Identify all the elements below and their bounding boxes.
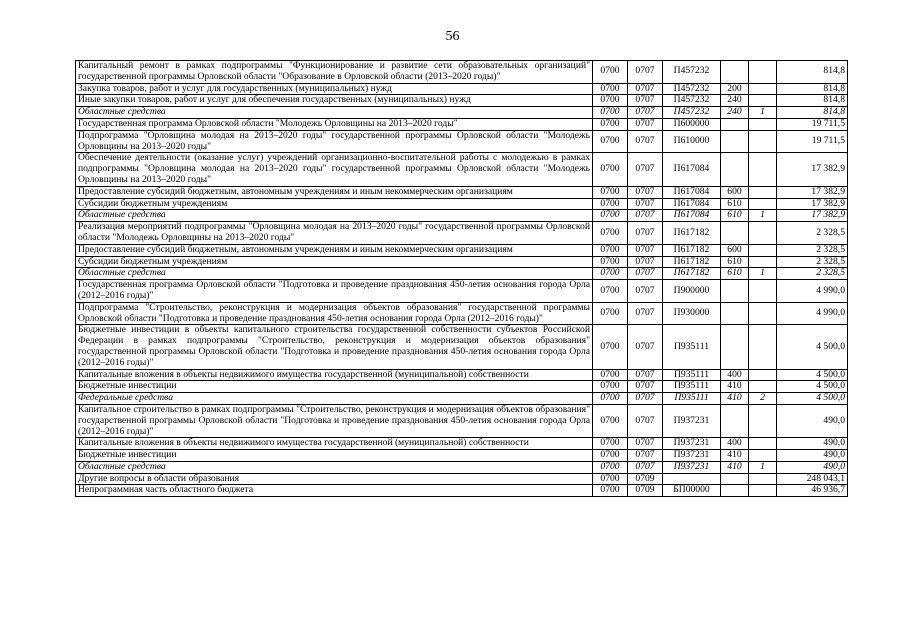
expense-type-code: 610 [721,210,749,222]
row-name: Реализация мероприятий подпрограммы "Орловщина молодая на 2013–2020 годы" государственной программы Орловской области "Молодежь Орловщины на 2013–2020 годы" [76,222,593,245]
table-row [76,153,848,186]
expense-type-code [721,280,749,303]
funding-source-code [749,130,777,153]
target-article-code: П935111 [663,325,721,369]
row-name: Бюджетные инвестиции [76,381,593,393]
subsection-code: 0707 [628,130,663,153]
expense-type-code: 610 [721,198,749,210]
subsection-code: 0707 [628,381,663,393]
subsection-code: 0707 [628,222,663,245]
row-name: Капитальный ремонт в рамках подпрограммы "Функционирование и развитие сети образовательных организаций" государственной программы Орловской области "Образование в Орловской области (2013–2020 годы)" [76,61,593,84]
amount: 490,0 [777,438,848,450]
section-code: 0700 [593,381,628,393]
funding-source-code [749,280,777,303]
amount: 248 043,1 [777,473,848,485]
row-name: Областные средства [76,461,593,473]
row-name: Федеральные средства [76,393,593,405]
funding-source-code [749,95,777,107]
target-article-code: П900000 [663,280,721,303]
page-number: 56 [445,29,460,44]
table-row [76,107,848,119]
target-article-code: П617084 [663,198,721,210]
section-code: 0700 [593,461,628,473]
section-code: 0700 [593,438,628,450]
row-name: Капитальные вложения в объекты недвижимого имущества государственной (муниципальной) собственности [76,438,593,450]
funding-source-code [749,256,777,268]
subsection-code: 0707 [628,153,663,186]
funding-source-code [749,222,777,245]
target-article-code: П457232 [663,83,721,95]
funding-source-code [749,450,777,462]
target-article-code: П937231 [663,404,721,437]
target-article-code: П617182 [663,222,721,245]
table-row [76,302,848,325]
section-code: 0700 [593,83,628,95]
funding-source-code [749,325,777,369]
target-article-code: П600000 [663,118,721,130]
funding-source-code [749,369,777,381]
section-code: 0700 [593,210,628,222]
subsection-code: 0707 [628,325,663,369]
amount: 17 382,9 [777,210,848,222]
subsection-code: 0707 [628,186,663,198]
section-code: 0700 [593,325,628,369]
row-name: Бюджетные инвестиции [76,450,593,462]
expense-type-code [721,473,749,485]
target-article-code: П617182 [663,268,721,280]
funding-source-code [749,438,777,450]
funding-source-code: 1 [749,268,777,280]
table-row [76,210,848,222]
expense-type-code [721,118,749,130]
table-row [76,450,848,462]
section-code: 0700 [593,198,628,210]
table-row [76,83,848,95]
table-row [76,186,848,198]
funding-source-code [749,302,777,325]
target-article-code: П937231 [663,438,721,450]
target-article-code: П457232 [663,107,721,119]
funding-source-code [749,118,777,130]
amount: 4 500,0 [777,393,848,405]
expense-type-code [721,485,749,497]
row-name: Государственная программа Орловской области "Молодежь Орловщины на 2013–2020 годы" [76,118,593,130]
row-name: Подпрограмма "Строительство, реконструкция и модернизация объектов образования" государственной программы Орловской области "Подготовка и проведение празднования 450-летия основания города Орла (2012–2016 годы)" [76,302,593,325]
amount: 46 936,7 [777,485,848,497]
amount: 490,0 [777,450,848,462]
section-code: 0700 [593,485,628,497]
expense-type-code [721,130,749,153]
expense-type-code [721,404,749,437]
row-name: Областные средства [76,210,593,222]
expense-type-code [721,302,749,325]
expense-type-code: 410 [721,393,749,405]
row-name: Капитальное строительство в рамках подпрограммы "Строительство, реконструкция и модернизация объектов образования" государственной программы Орловской области "Подготовка и проведение празднования 450-летия основания города Орла (2012–2016 годы)" [76,404,593,437]
table-row [76,473,848,485]
target-article-code: П610000 [663,130,721,153]
section-code: 0700 [593,107,628,119]
amount: 17 382,9 [777,153,848,186]
target-article-code: П617084 [663,210,721,222]
row-name: Капитальные вложения в объекты недвижимого имущества государственной (муниципальной) собственности [76,369,593,381]
funding-source-code [749,198,777,210]
amount: 814,8 [777,107,848,119]
table-row [76,222,848,245]
table-row [76,118,848,130]
expense-type-code [721,153,749,186]
funding-source-code [749,485,777,497]
funding-source-code [749,83,777,95]
subsection-code: 0707 [628,438,663,450]
target-article-code: П617084 [663,153,721,186]
expense-type-code: 610 [721,268,749,280]
amount: 490,0 [777,404,848,437]
funding-source-code [749,186,777,198]
amount: 2 328,5 [777,244,848,256]
subsection-code: 0707 [628,210,663,222]
target-article-code: П457232 [663,61,721,84]
target-article-code: П617182 [663,256,721,268]
row-name: Иные закупки товаров, работ и услуг для обеспечения государственных (муниципальных) нужд [76,95,593,107]
expense-type-code: 240 [721,95,749,107]
target-article-code: П930000 [663,302,721,325]
subsection-code: 0707 [628,61,663,84]
target-article-code: П617084 [663,186,721,198]
subsection-code: 0707 [628,244,663,256]
table-row [76,325,848,369]
expense-type-code: 410 [721,461,749,473]
row-name: Государственная программа Орловской области "Подготовка и проведение празднования 450-летия основания города Орла (2012–2016 годы)" [76,280,593,303]
section-code: 0700 [593,393,628,405]
table-row [76,280,848,303]
subsection-code: 0707 [628,302,663,325]
row-name: Областные средства [76,107,593,119]
expense-type-code: 600 [721,186,749,198]
section-code: 0700 [593,473,628,485]
table-row [76,404,848,437]
section-code: 0700 [593,369,628,381]
funding-source-code: 1 [749,461,777,473]
expense-type-code: 200 [721,83,749,95]
amount: 814,8 [777,83,848,95]
amount: 814,8 [777,95,848,107]
amount: 4 990,0 [777,302,848,325]
subsection-code: 0707 [628,461,663,473]
expense-type-code [721,222,749,245]
table-row [76,393,848,405]
row-name: Непрограммная часть областного бюджета [76,485,593,497]
subsection-code: 0707 [628,256,663,268]
row-name: Закупка товаров, работ и услуг для государственных (муниципальных) нужд [76,83,593,95]
row-name: Обеспечение деятельности (оказание услуг) учреждений организационно-воспитательной работы с молодежью в рамках подпрограммы "Орловщина молодая на 2013–2020 годы" государственной программы Орловской области "Молодежь Орловщины на 2013–2020 годы" [76,153,593,186]
subsection-code: 0707 [628,280,663,303]
subsection-code: 0707 [628,83,663,95]
funding-source-code [749,404,777,437]
section-code: 0700 [593,118,628,130]
funding-source-code: 2 [749,393,777,405]
target-article-code: П617182 [663,244,721,256]
section-code: 0700 [593,302,628,325]
table-row [76,198,848,210]
table-row [76,381,848,393]
section-code: 0700 [593,153,628,186]
table-row [76,130,848,153]
table-row [76,369,848,381]
section-code: 0700 [593,450,628,462]
funding-source-code [749,61,777,84]
subsection-code: 0707 [628,393,663,405]
expense-type-code: 600 [721,244,749,256]
table-row [76,485,848,497]
table-row [76,461,848,473]
expense-type-code: 240 [721,107,749,119]
subsection-code: 0707 [628,404,663,437]
target-article-code: П937231 [663,450,721,462]
funding-source-code: 1 [749,107,777,119]
section-code: 0700 [593,95,628,107]
budget-table [75,60,848,497]
target-article-code: П935111 [663,393,721,405]
target-article-code: П935111 [663,381,721,393]
table-row [76,268,848,280]
target-article-code: БП00000 [663,485,721,497]
row-name: Областные средства [76,268,593,280]
amount: 19 711,5 [777,118,848,130]
row-name: Другие вопросы в области образования [76,473,593,485]
subsection-code: 0707 [628,268,663,280]
target-article-code: П457232 [663,95,721,107]
section-code: 0700 [593,404,628,437]
table-row [76,95,848,107]
row-name: Подпрограмма "Орловщина молодая на 2013–2020 годы" государственной программы Орловской области "Молодежь Орловщины на 2013–2020 годы" [76,130,593,153]
amount: 2 328,5 [777,222,848,245]
row-name: Субсидии бюджетным учреждениям [76,256,593,268]
section-code: 0700 [593,61,628,84]
table-row [76,244,848,256]
section-code: 0700 [593,186,628,198]
amount: 4 500,0 [777,369,848,381]
table-row [76,61,848,84]
target-article-code: П935111 [663,369,721,381]
subsection-code: 0707 [628,369,663,381]
row-name: Предоставление субсидий бюджетным, автономным учреждениям и иным некоммерческим организациям [76,244,593,256]
funding-source-code [749,381,777,393]
target-article-code: П937231 [663,461,721,473]
subsection-code: 0707 [628,95,663,107]
section-code: 0700 [593,222,628,245]
table-row [76,438,848,450]
expense-type-code: 610 [721,256,749,268]
funding-source-code [749,473,777,485]
amount: 19 711,5 [777,130,848,153]
amount: 17 382,9 [777,198,848,210]
expense-type-code: 410 [721,450,749,462]
section-code: 0700 [593,268,628,280]
row-name: Предоставление субсидий бюджетным, автономным учреждениям и иным некоммерческим организациям [76,186,593,198]
subsection-code: 0709 [628,485,663,497]
amount: 4 500,0 [777,381,848,393]
table-row [76,256,848,268]
expense-type-code: 400 [721,369,749,381]
amount: 4 500,0 [777,325,848,369]
expense-type-code [721,325,749,369]
subsection-code: 0707 [628,118,663,130]
expense-type-code [721,61,749,84]
amount: 17 382,9 [777,186,848,198]
target-article-code [663,473,721,485]
section-code: 0700 [593,280,628,303]
amount: 4 990,0 [777,280,848,303]
funding-source-code [749,153,777,186]
section-code: 0700 [593,256,628,268]
expense-type-code: 400 [721,438,749,450]
subsection-code: 0709 [628,473,663,485]
table-body [76,61,848,497]
funding-source-code [749,244,777,256]
row-name: Субсидии бюджетным учреждениям [76,198,593,210]
section-code: 0700 [593,130,628,153]
subsection-code: 0707 [628,198,663,210]
section-code: 0700 [593,244,628,256]
amount: 2 328,5 [777,256,848,268]
funding-source-code: 1 [749,210,777,222]
amount: 490,0 [777,461,848,473]
subsection-code: 0707 [628,450,663,462]
amount: 814,8 [777,61,848,84]
amount: 2 328,5 [777,268,848,280]
subsection-code: 0707 [628,107,663,119]
expense-type-code: 410 [721,381,749,393]
row-name: Бюджетные инвестиции в объекты капитального строительства государственной собственности субъектов Российской Федерации в рамках подпрограммы "Строительство, реконструкция и модернизация объектов образования" государственной программы Орловской области "Подготовка и проведение празднования 450-летия основания города Орла (2012–2016 годы)" [76,325,593,369]
